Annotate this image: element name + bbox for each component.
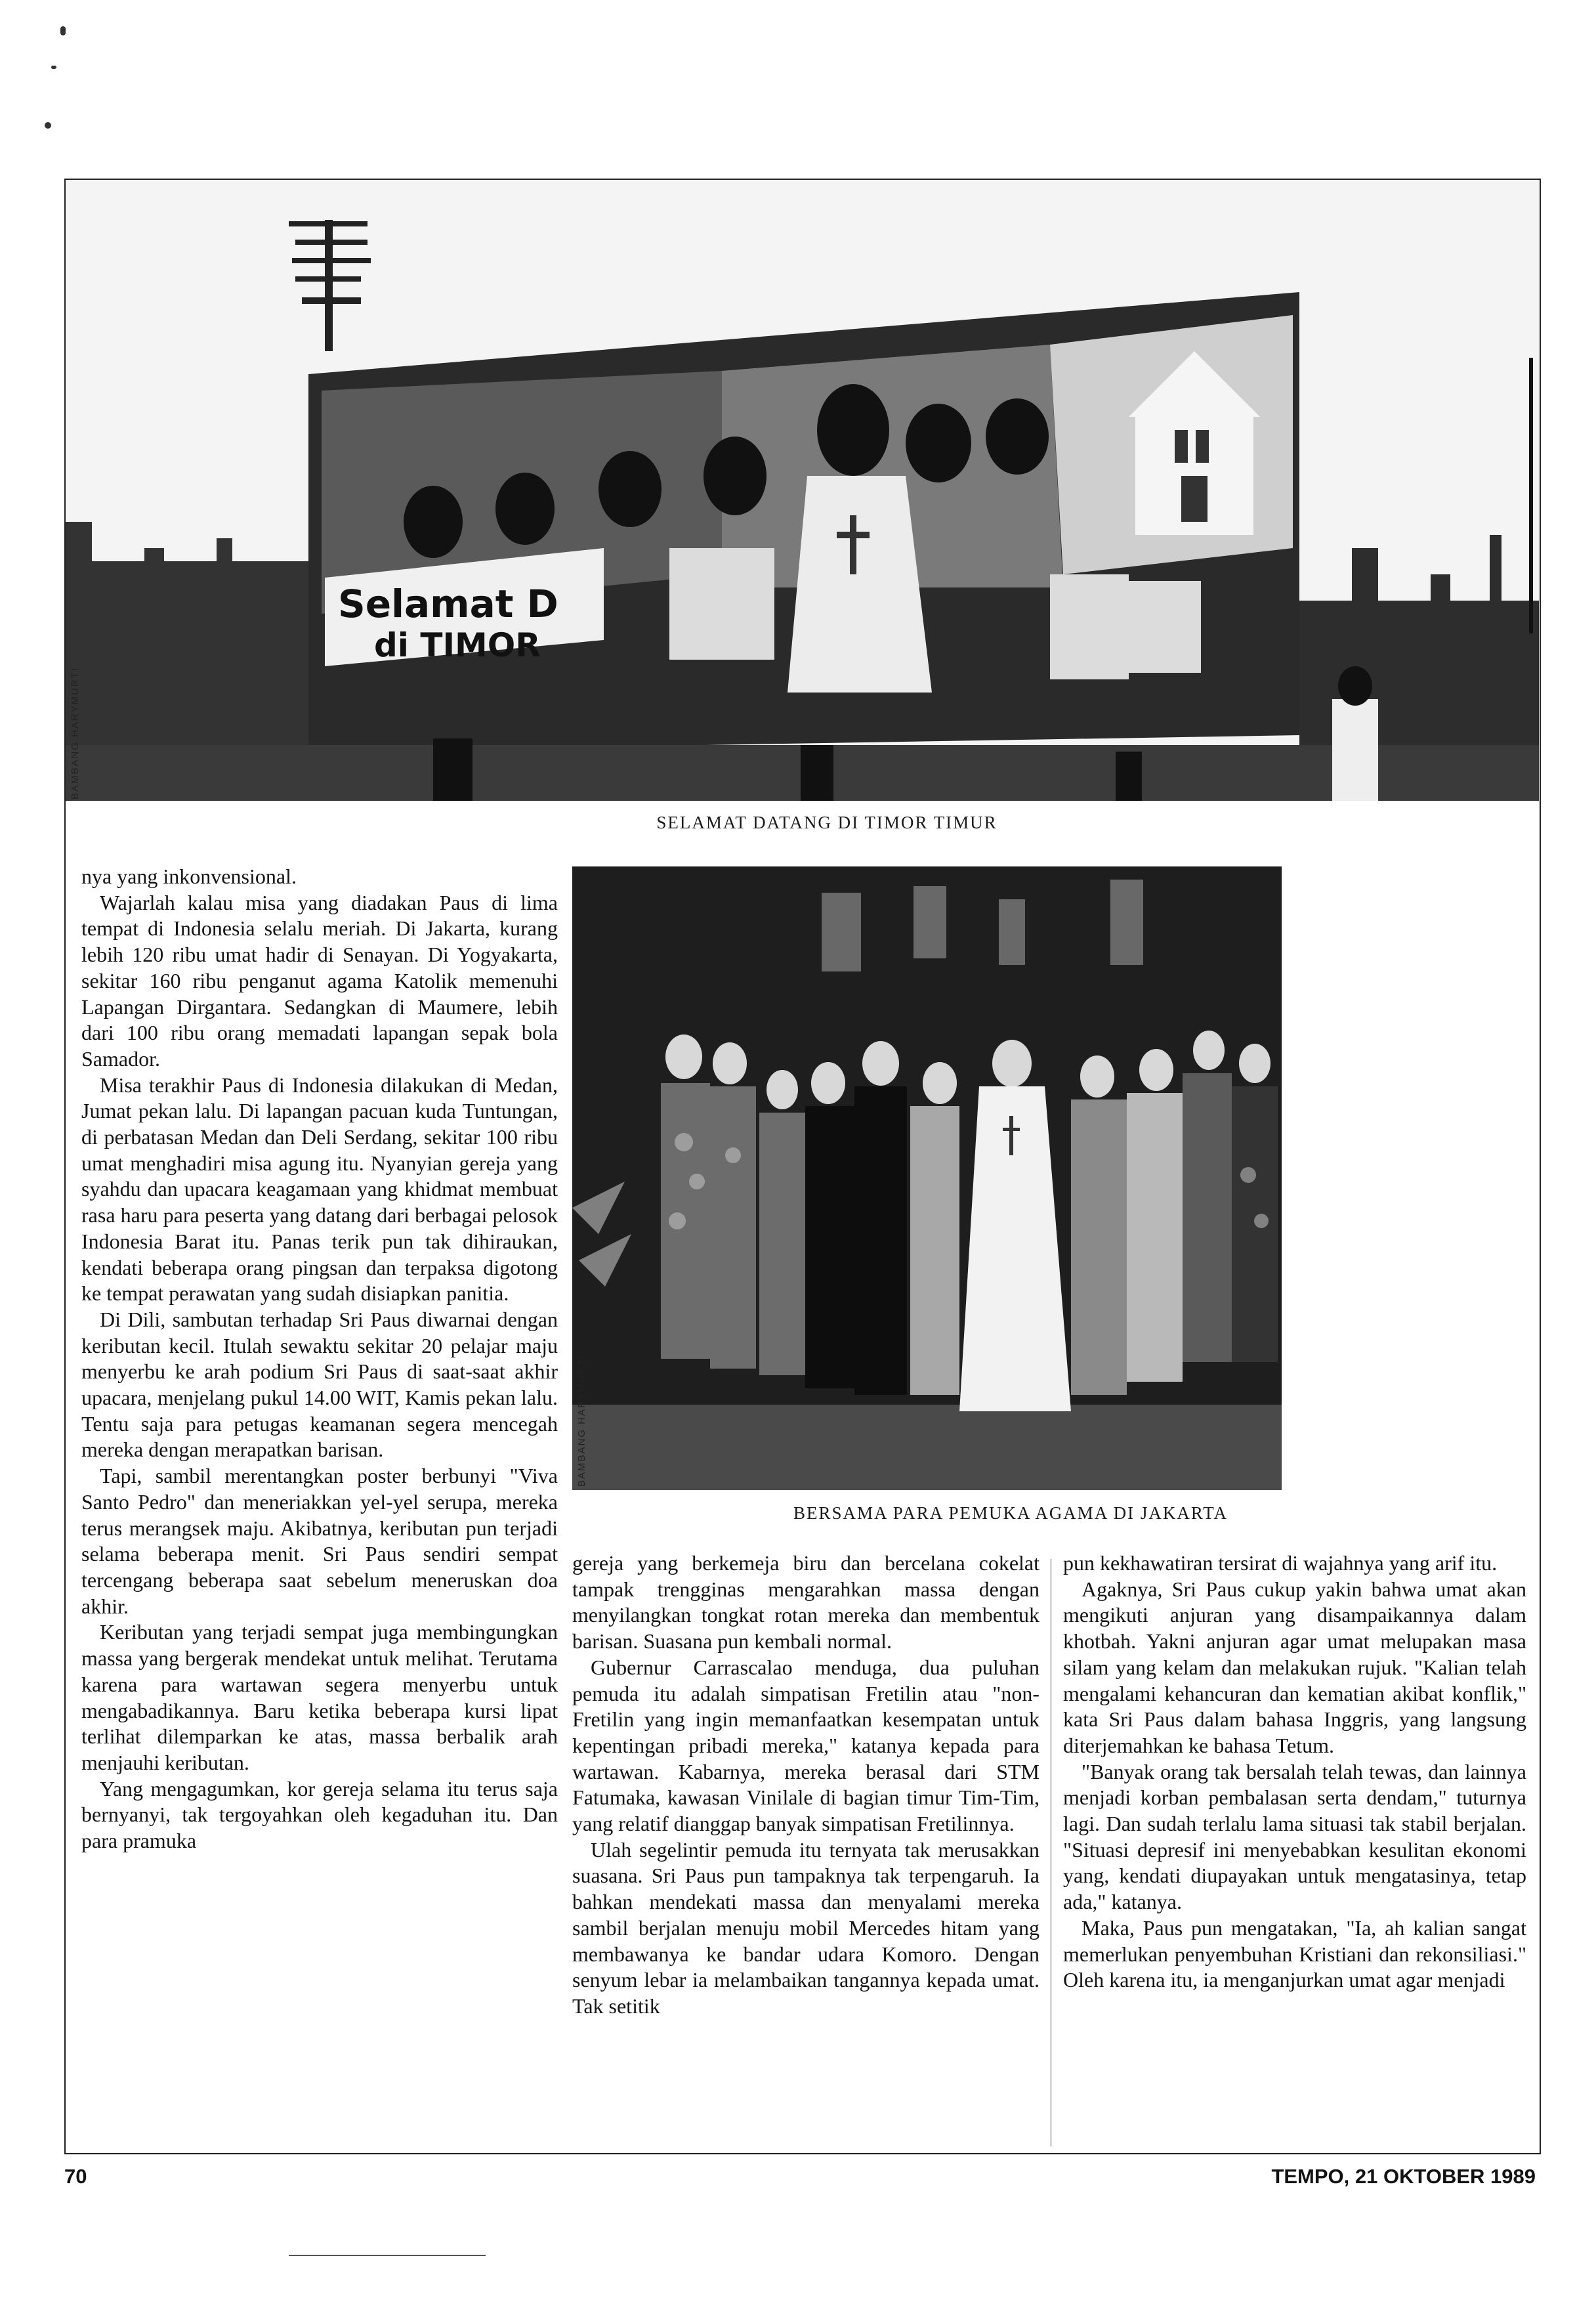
article-paragraph: Ulah segelintir pemuda itu ternyata tak merusakkan suasana. Sri Paus pun tampaknya tak terpengaruh. Ia bahkan mendekati massa dan menyalami mereka sambil berjalan menuju mobil Mercedes hitam yang membawanya ke bandar udara Komoro. Dengan senyum lebar ia melambaikan tangannya kepada umat. Tak setitik bbox=[572, 1837, 1040, 2018]
article-paragraph: Gubernur Carrascalao menduga, dua puluhan pemuda itu adalah simpatisan Fretilin atau "non-Fretilin yang ingin memanfaatkan kesempatan untuk kepentingan pribadi mereka," katanya kepada para wartawan. Kabarnya, mereka berasal dari STM Fatumaka, kawasan Vinilale di bagian timur Tim-Tim, yang relatif dianggap banyak simpatisan Fretilinnya. bbox=[572, 1655, 1040, 1836]
photo-credit-religious-leaders: BAMBANG HARYMURTI bbox=[576, 1354, 587, 1487]
article-paragraph: nya yang inkonvensional. bbox=[81, 864, 297, 888]
article-paragraph: Agaknya, Sri Paus cukup yakin bahwa umat akan mengikuti anjuran yang disampaikannya dalam khotbah. Yakni anjuran agar umat melupakan masa silam yang kelam dan melakukan rujuk. "Kalian telah mengalami kehancuran dan kematian akibat konflik," kata Sri Paus dalam bahasa Inggris, yang langsung diterjemahkan ke bahasa Tetum. bbox=[1063, 1577, 1526, 1757]
article-paragraph: "Banyak orang tak bersalah telah tewas, dan lainnya menjadi korban pembalasan serta dendam," tuturnya lagi. Dan sudah terlalu lama situasi tak stabil berjalan. "Situasi depresif ini menyebabkan kesulitan ekonomi yang, kendati diupayakan untuk mengatasinya, tetap ada," katanya. bbox=[1063, 1759, 1526, 1914]
article-paragraph: Di Dili, sambutan terhadap Sri Paus diwarnai dengan keributan kecil. Itulah sewaktu sekitar 20 pelajar maju menyerbu ke arah podium Sri Paus di saat-saat akhir upacara, menjelang pukul 14.00 WIT, Kamis pekan lalu. Tentu saja para petugas keamanan segera mencegah mereka dengan merapatkan barisan. bbox=[81, 1307, 558, 1462]
article-paragraph: Tapi, sambil merentangkan poster berbunyi "Viva Santo Pedro" dan meneriakkan yel-yel serupa, mereka terus merangsek maju. Akibatnya, keributan pun terjadi selama beberapa menit. Sri Paus sendiri sempat tercengang beberapa saat sebelum meneruskan doa akhir. bbox=[81, 1464, 558, 1618]
page-number: 70 bbox=[64, 2165, 87, 2188]
article-paragraph: gereja yang berkemeja biru dan bercelana cokelat tampak trengginas mengarahkan massa dengan menyilangkan tongkat rotan mereka dan membentuk barisan. Suasana pun kembali normal. bbox=[572, 1551, 1040, 1653]
article-paragraph: Yang mengagumkan, kor gereja selama itu terus saja bernyanyi, tak tergoyahkan oleh kegaduhan itu. Dan para pramuka bbox=[81, 1776, 558, 1853]
article-column-right bbox=[1063, 1550, 1526, 2154]
group-photo-graphic bbox=[572, 866, 1282, 1490]
article-paragraph: Keributan yang terjadi sempat juga membingungkan massa yang bergerak mendekat untuk melihat. Terutama karena para wartawan segera menyerbu untuk mengabadikannya. Baru ketika beberapa kursi lipat terlihat dilemparkan ke atas, massa berbalik arah menjauhi keributan. bbox=[81, 1620, 558, 1774]
photo-credit-billboard: BAMBANG HARYMURTI bbox=[70, 667, 81, 800]
billboard-banner-line1: Selamat D bbox=[338, 582, 558, 626]
publication-date: TEMPO, 21 OKTOBER 1989 bbox=[1271, 2165, 1536, 2188]
scan-mark bbox=[60, 26, 66, 35]
article-paragraph: Misa terakhir Paus di Indonesia dilakukan di Medan, Jumat pekan lalu. Di lapangan pacuan kuda Tuntungan, di perbatasan Medan dan Deli Serdang, sekitar 100 ribu umat menghadiri misa agung itu. Nyanyian gereja yang syahdu dan upacara keagamaan yang khidmat membuat rasa haru para peserta yang datang dari berbagai pelosok Indonesia Barat itu. Panas terik pun tak dihiraukan, kendati beberapa orang pingsan dan terpaksa digotong ke tempat perawatan yang sudah disiapkan panitia. bbox=[81, 1073, 558, 1306]
scan-mark bbox=[51, 66, 56, 69]
article-paragraph: Maka, Paus pun mengatakan, "Ia, ah kalian sangat memerlukan penyembuhan Kristiani dan rekonsiliasi." Oleh karena itu, ia menganjurkan umat agar menjadi bbox=[1063, 1915, 1526, 1992]
article-paragraph: Wajarlah kalau misa yang diadakan Paus di lima tempat di Indonesia selalu meriah. Di Jakarta, kurang lebih 120 ribu umat hadir di Senayan. Di Yogyakarta, sekitar 160 ribu penganut agama Katolik memenuhi Lapangan Dirgantara. Sedangkan di Maumere, lebih dari 100 ribu orang memadati lapangan sepak bola Samador. bbox=[81, 890, 558, 1071]
photo-religious-leaders bbox=[572, 866, 1282, 1490]
article-paragraph: pun kekhawatiran tersirat di wajahnya yang arif itu. bbox=[1063, 1551, 1498, 1575]
photo-caption-religious-leaders: BERSAMA PARA PEMUKA AGAMA DI JAKARTA bbox=[793, 1503, 1228, 1523]
bottom-rule bbox=[289, 2255, 486, 2256]
scan-mark bbox=[45, 122, 51, 129]
article-column-left bbox=[81, 864, 558, 2150]
photo-caption-billboard: SELAMAT DATANG DI TIMOR TIMUR bbox=[656, 813, 998, 832]
photo-billboard bbox=[66, 181, 1539, 801]
billboard-photo-graphic bbox=[66, 181, 1539, 801]
billboard-banner-line2: di TIMOR bbox=[374, 626, 541, 664]
article-column-middle bbox=[572, 1550, 1040, 2154]
